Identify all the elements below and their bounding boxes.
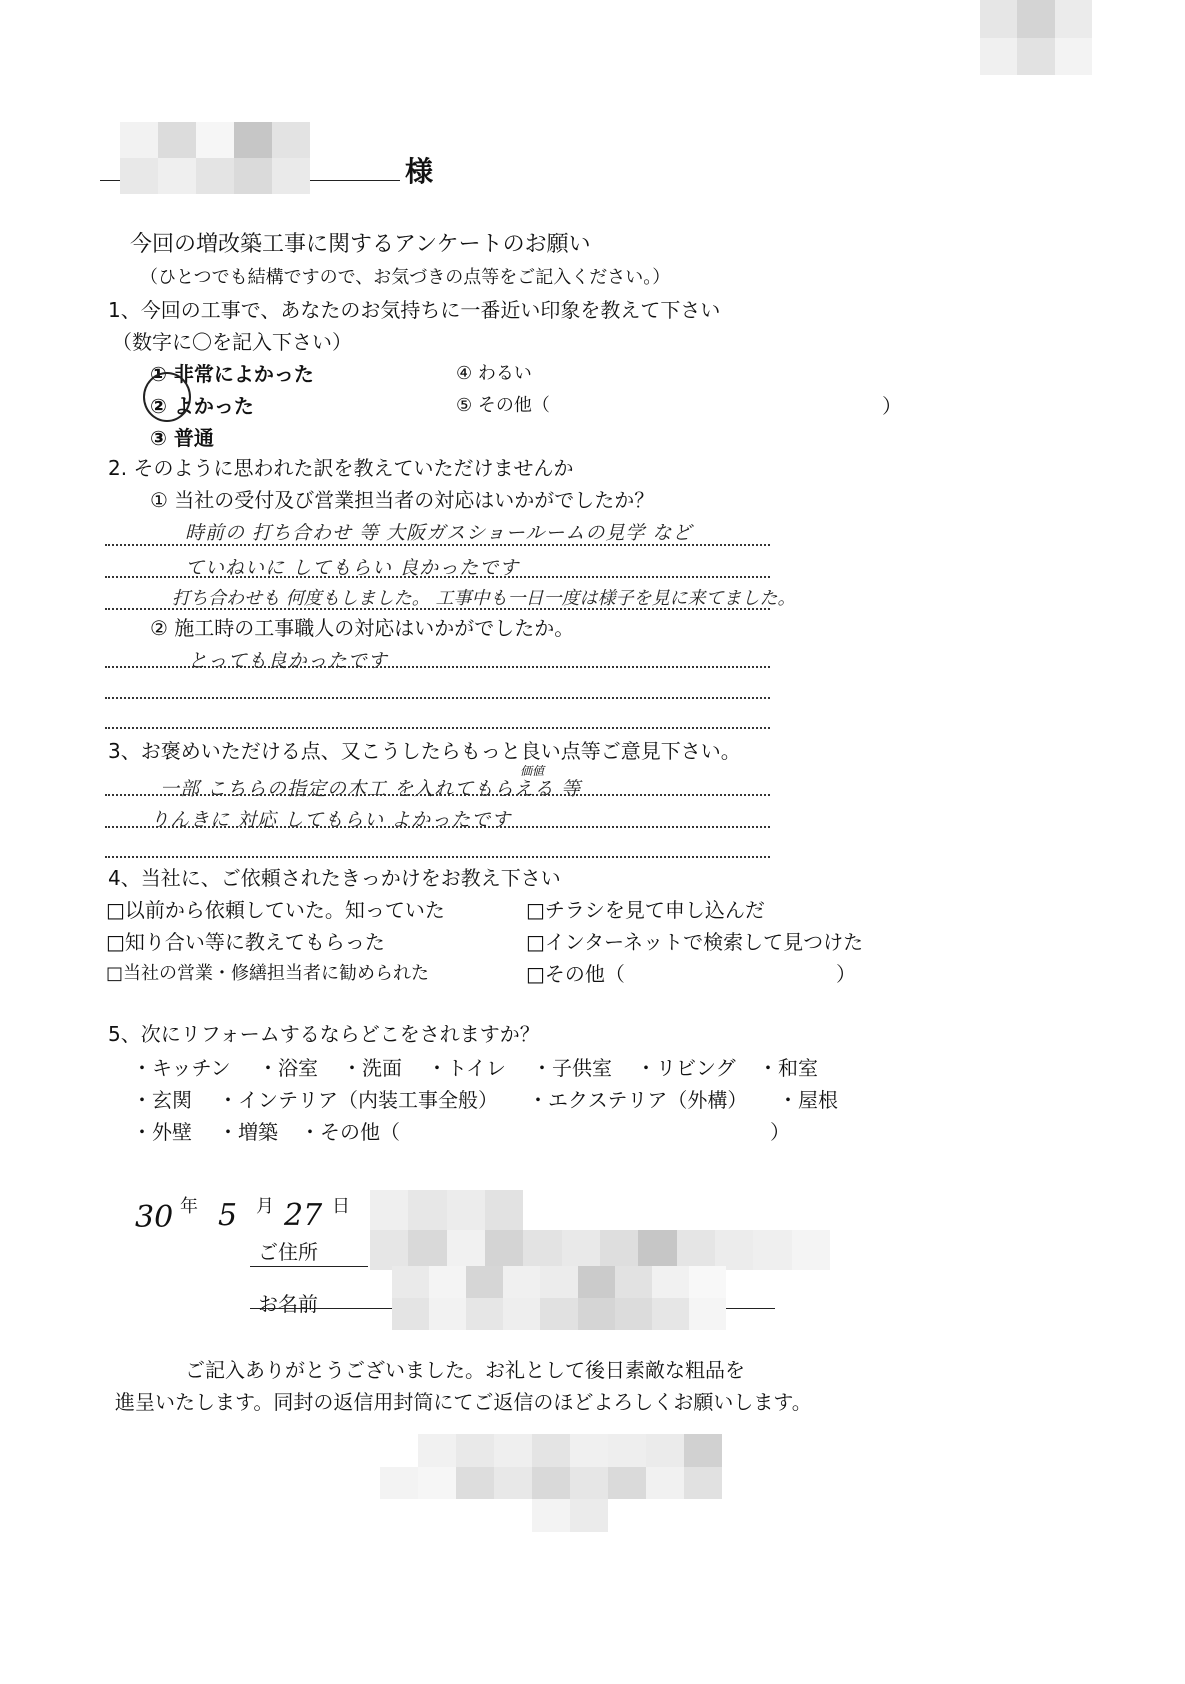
answer-line [105,697,770,699]
q4-option-sales-staff[interactable]: □当社の営業・修繕担当者に勧められた [106,963,430,984]
q4-question: 4、当社に、ご依頼されたきっかけをお教え下さい [108,866,561,890]
answer-line [105,727,770,729]
q1-hand-drawn-circle [143,372,191,422]
q4-option-flyer[interactable]: □チラシを見て申し込んだ [526,898,765,922]
survey-title: 今回の増改築工事に関するアンケートのお願い [130,232,591,257]
answer-line [105,826,770,828]
redacted-name [392,1266,726,1330]
q5-option-japanese-room[interactable]: ・和室 [758,1056,818,1080]
q4-option-other-close: ） [836,962,856,986]
q1-instruction: （数字に〇を記入下さい） [112,330,352,354]
q1-option-5[interactable]: ⑤ その他（ [456,395,550,416]
q1-option-1[interactable]: ① 非常によかった [150,362,314,386]
redacted-address [370,1190,830,1270]
q3-answer-1: 一部 こちらの指定の木工 を入れてもらえる 等 [160,778,582,800]
q5-option-bathroom[interactable]: ・浴室 [258,1056,318,1080]
q5-option-other[interactable]: ・その他（ [300,1120,400,1144]
answer-line [105,608,770,610]
q4-option-referral-prior[interactable]: □以前から依頼していた。知っていた [106,898,445,922]
q2-question: 2. そのように思われた訳を教えていただけませんか [108,456,574,480]
q5-option-entrance[interactable]: ・玄関 [132,1088,192,1112]
q2-sub1-answer-2: ていねいに してもらい 良かったです [185,557,520,579]
q4-option-acquaintance[interactable]: □知り合い等に教えてもらった [106,930,385,954]
q5-option-other-close: ） [770,1120,790,1144]
q2-sub2-question: ② 施工時の工事職人の対応はいかがでしたか。 [150,616,575,640]
q5-option-washroom[interactable]: ・洗面 [342,1056,402,1080]
address-line [250,1266,368,1267]
q5-option-exterior[interactable]: ・エクステリア（外構） [528,1088,748,1112]
q1-option-3[interactable]: ③ 普通 [150,426,214,450]
date-month-unit: 月 [256,1196,274,1217]
q5-option-kids-room[interactable]: ・子供室 [532,1056,612,1080]
q1-question: 1、今回の工事で、あなたのお気持ちに一番近い印象を教えて下さい [108,298,721,322]
redacted-company-stamp [380,1434,722,1532]
name-label: お名前 [258,1292,318,1316]
q5-option-extension[interactable]: ・増築 [218,1120,278,1144]
q3-question: 3、お褒めいただける点、又こうしたらもっと良い点等ご意見下さい。 [108,739,741,763]
q2-sub1-question: ① 当社の受付及び営業担当者の対応はいかがでしたか？ [150,488,655,512]
q4-option-other[interactable]: □その他（ [526,962,625,986]
date-month-value: 5 [218,1198,238,1233]
q5-option-kitchen[interactable]: ・キッチン [132,1056,231,1080]
q1-option-4[interactable]: ④ わるい [456,363,532,384]
q2-sub1-answer-3: 打ち合わせも 何度もしました。 工事中も一日一度は様子を見に来てました。 [172,588,796,609]
q5-option-living[interactable]: ・リビング [636,1056,736,1080]
q1-option-2[interactable]: ② よかった [150,394,254,418]
answer-line [105,794,770,796]
redacted-mosaic-top-right [980,0,1092,75]
answer-line [105,856,770,858]
redacted-addressee-name [120,122,310,194]
answer-line [105,544,770,546]
q4-option-internet[interactable]: □インターネットで検索して見つけた [526,930,864,954]
thanks-line-2: 進呈いたします。同封の返信用封筒にてご返信のほどよろしくお願いします。 [115,1390,812,1414]
q2-sub1-answer-1: 時前の 打ち合わせ 等 大阪ガスショールームの見学 など [185,522,693,544]
address-label: ご住所 [258,1240,318,1264]
survey-note: （ひとつでも結構ですので、お気づきの点等をご記入ください。） [140,267,671,288]
date-year-unit: 年 [180,1196,198,1217]
q1-option-5-close: ） [882,394,902,418]
answer-line [105,576,770,578]
thanks-line-1: ご記入ありがとうございました。お礼として後日素敵な粗品を [185,1358,745,1382]
q2-sub2-answer-1: とっても良かったです [188,650,388,672]
q5-option-interior[interactable]: ・インテリア（内装工事全般） [218,1088,498,1112]
q5-option-roof[interactable]: ・屋根 [778,1088,838,1112]
q5-option-toilet[interactable]: ・トイレ [427,1056,506,1080]
date-day-value: 27 [284,1198,323,1233]
honorific-sama: 様 [405,155,434,188]
answer-line [105,666,770,668]
q3-answer-2: りんきに 対応 してもらい よかったです [150,809,512,831]
q5-question: 5、次にリフォームするならどこをされますか？ [108,1022,540,1046]
date-day-unit: 日 [332,1196,350,1217]
date-year-value: 30 [135,1200,174,1235]
q3-annotation: 価値 [520,764,545,778]
q5-option-outer-wall[interactable]: ・外壁 [132,1120,192,1144]
